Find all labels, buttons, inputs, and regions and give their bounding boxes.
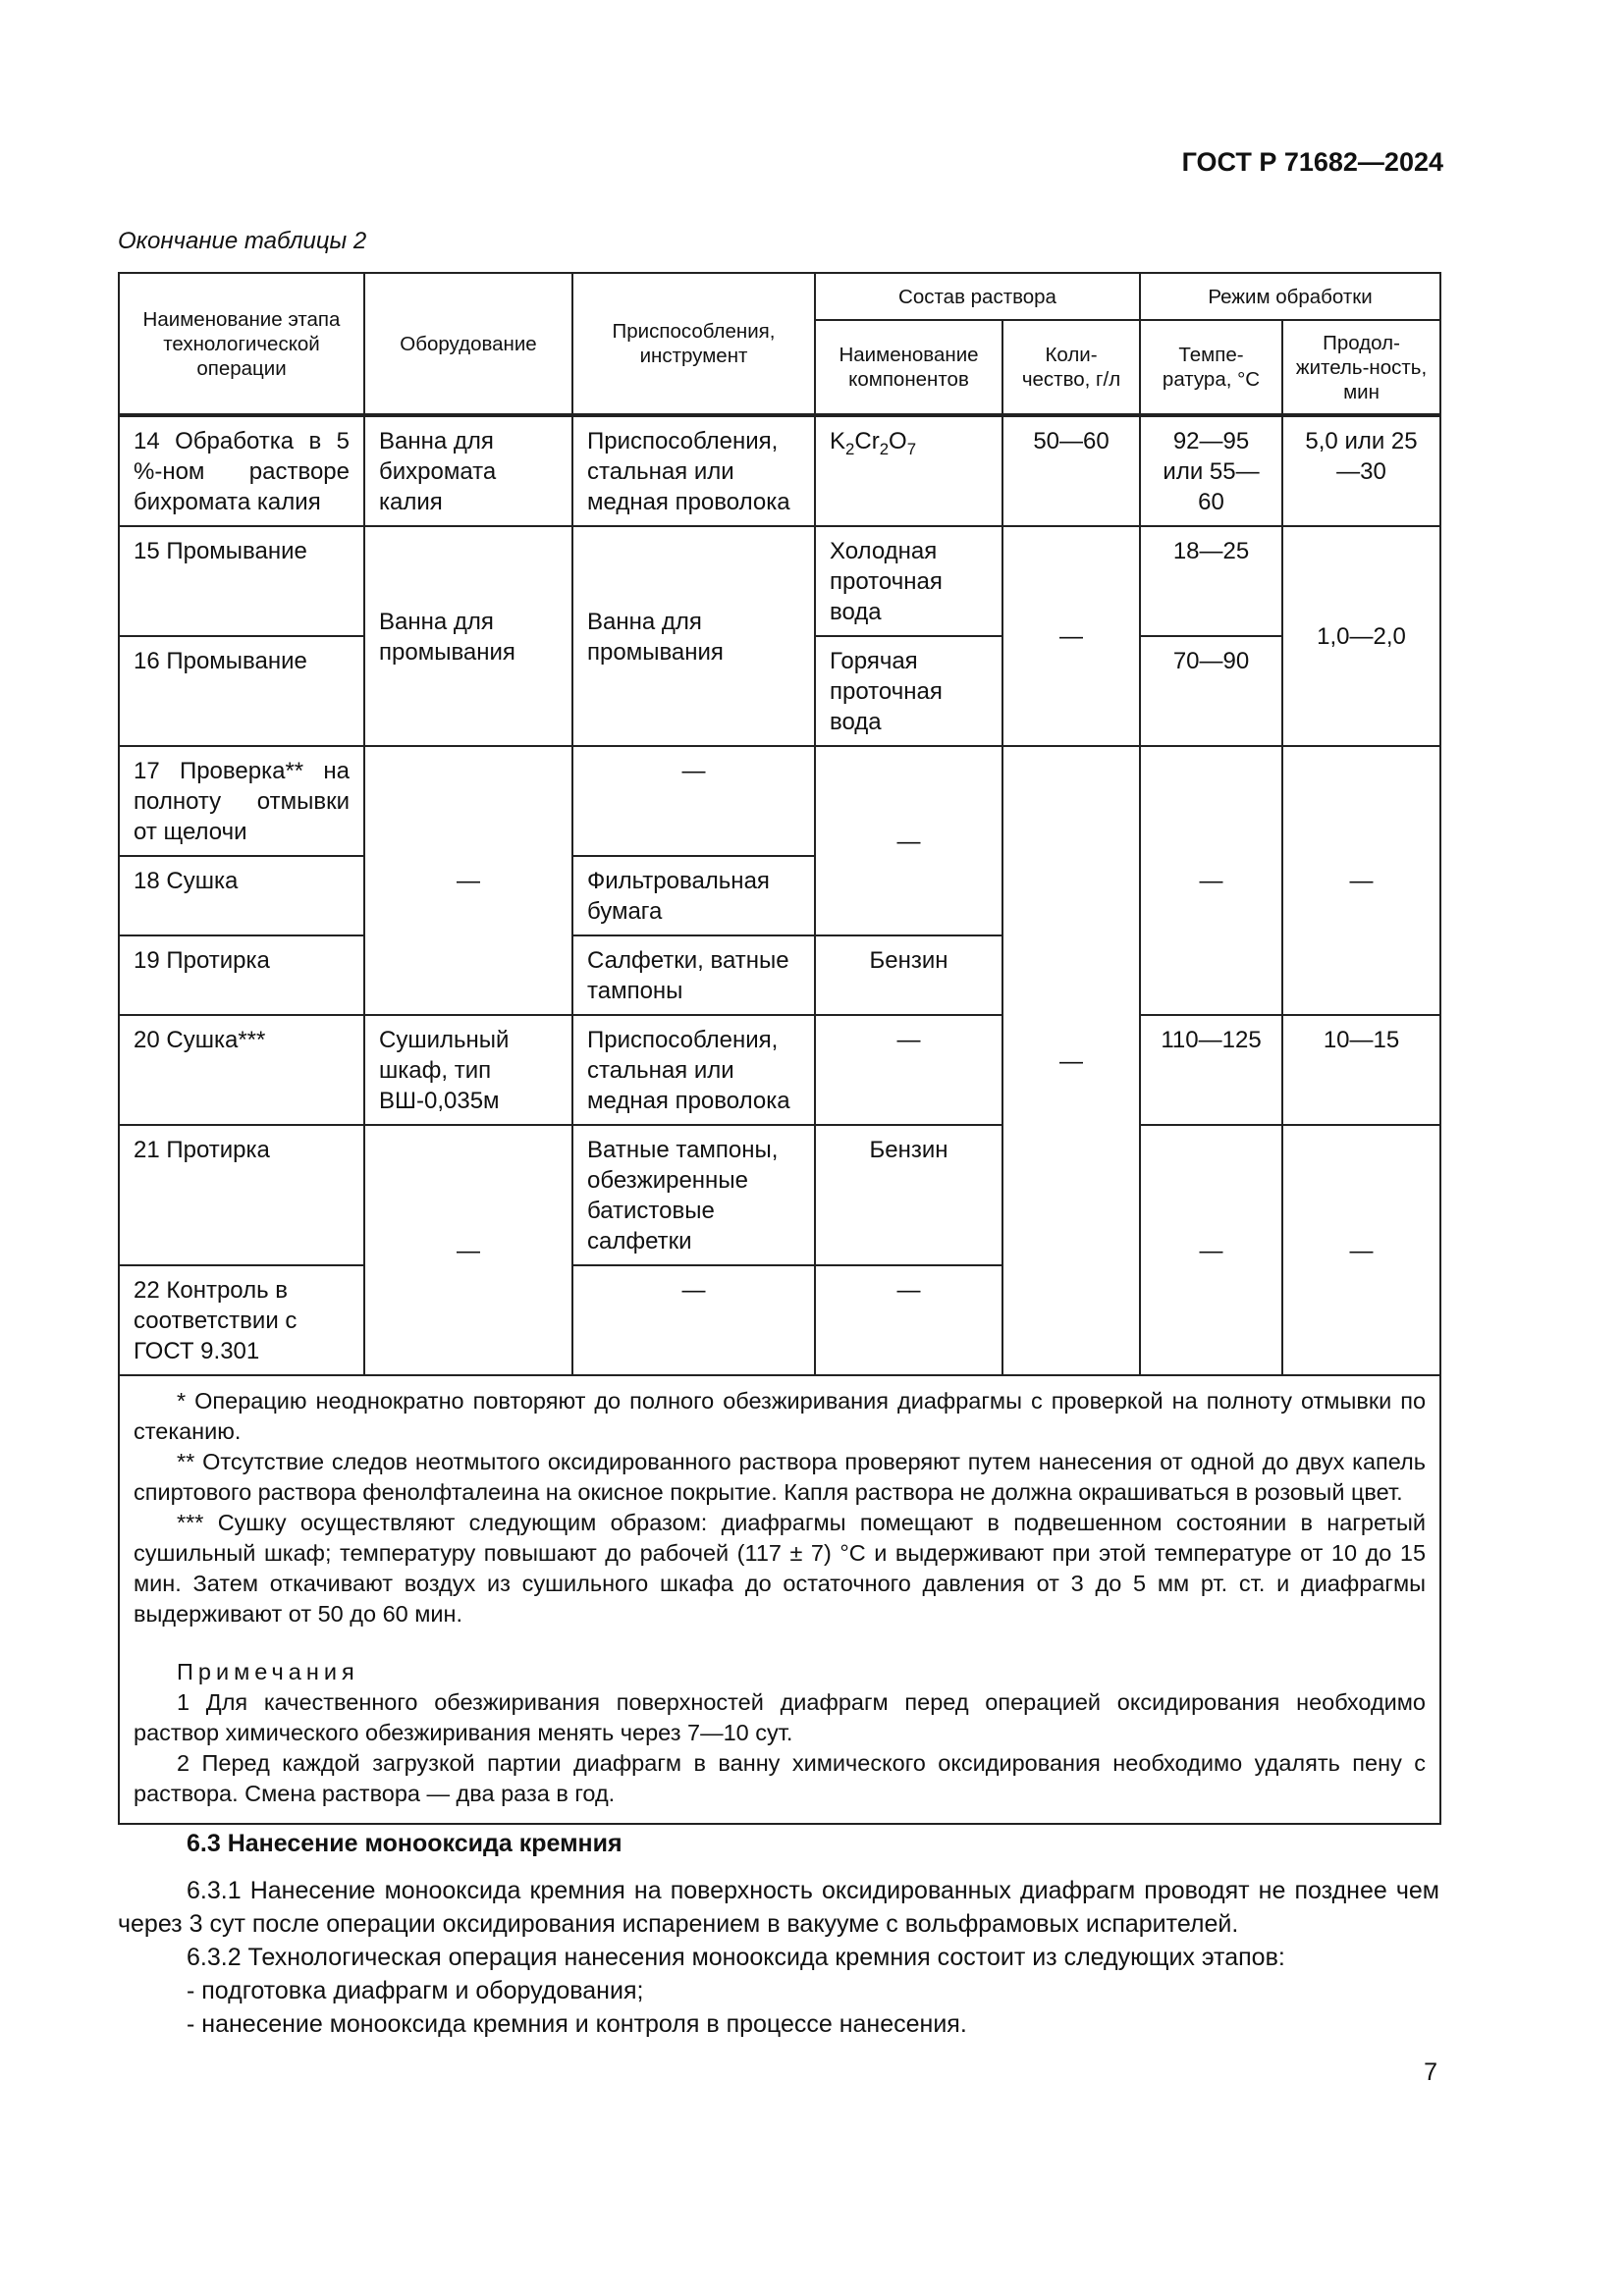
note-2: 2 Перед каждой загрузкой партии диафрагм в ванну химического оксидирования необходимо удалять пену с раствора. Смена раствора — два раза в год. <box>134 1750 1427 1806</box>
cell-component: — <box>815 1265 1002 1375</box>
cell-tools: Фильтровальная бумага <box>572 856 815 935</box>
cell-stage: 22 Контроль в соответствии с ГОСТ 9.301 <box>119 1265 364 1375</box>
table-row <box>119 526 1440 636</box>
cell-component-formula <box>815 415 1002 526</box>
section-body <box>118 1874 1439 2041</box>
cell-tools: Салфетки, ватные тампоны <box>572 935 815 1015</box>
cell-stage: 20 Сушка*** <box>119 1015 364 1125</box>
section-title: 6.3 Нанесение монооксида кремния <box>187 1830 623 1857</box>
cell-tools: Приспособления, стальная или медная проволока <box>572 1015 815 1125</box>
cell-component: — <box>815 1015 1002 1125</box>
cell-stage: 14 Обработка в 5 %-ном растворе бихромата калия <box>119 415 364 526</box>
cell-temperature: — <box>1140 746 1282 1015</box>
document-number: ГОСТ Р 71682—2024 <box>1181 147 1443 177</box>
footnote-3: *** Сушку осуществляют следующим образом: диафрагмы помещают в подвешенном состоянии в нагретый сушильный шкаф; температуру повышают до рабочей (117 ± 7) °С и выдерживают при этой температуре от 10 до 15 мин. Затем откачивают воздух из сушильного шкафа до остаточного давления от 3 до 5 мм рт. ст. и диафрагмы выдерживают от 50 до 60 мин. <box>134 1510 1427 1627</box>
cell-equipment: Сушильный шкаф, тип ВШ-0,035м <box>364 1015 572 1125</box>
cell-duration: 1,0—2,0 <box>1282 526 1440 746</box>
list-item: - нанесение монооксида кремния и контроля в процессе нанесения. <box>187 2010 967 2038</box>
process-table <box>118 272 1441 1825</box>
table-continuation-caption: Окончание таблицы 2 <box>118 228 367 254</box>
table-row <box>119 415 1440 526</box>
header-solution-group: Состав раствора <box>815 273 1140 320</box>
header-mode-group: Режим обработки <box>1140 273 1440 320</box>
header-stage: Наименование этапа технологической операции <box>119 273 364 415</box>
cell-tools: — <box>572 1265 815 1375</box>
cell-tools: Ватные тампоны, обезжиренные батистовые салфетки <box>572 1125 815 1265</box>
table-row <box>119 1375 1440 1824</box>
table-notes <box>119 1375 1440 1824</box>
cell-equipment: — <box>364 1125 572 1375</box>
table-row <box>119 1015 1440 1125</box>
header-tools: Приспособления, инструмент <box>572 273 815 415</box>
header-equipment: Оборудование <box>364 273 572 415</box>
paragraph-6-3-1: 6.3.1 Нанесение монооксида кремния на поверхность оксидированных диафрагм проводят не позднее чем через 3 сут после операции оксидирования испарением в вакууме с вольфрамовых испарителей. <box>118 1877 1439 1938</box>
note-1: 1 Для качественного обезжиривания поверхностей диафрагм перед операцией оксидирования необходимо раствор химического обезжиривания менять через 7—10 сут. <box>134 1689 1427 1745</box>
list-item: - подготовка диафрагм и оборудования; <box>187 1977 644 2004</box>
footnote-1: * Операцию неоднократно повторяют до полного обезжиривания диафрагмы с проверкой на полноту отмывки по стеканию. <box>134 1388 1427 1444</box>
cell-quantity: 50—60 <box>1002 415 1140 526</box>
cell-component: Бензин <box>815 1125 1002 1265</box>
cell-stage: 21 Протирка <box>119 1125 364 1265</box>
cell-equipment: — <box>364 746 572 1015</box>
cell-duration: — <box>1282 1125 1440 1375</box>
header-quantity: Коли-чество, г/л <box>1002 320 1140 415</box>
cell-component: Бензин <box>815 935 1002 1015</box>
footnote-2: ** Отсутствие следов неотмытого оксидированного раствора проверяют путем нанесения от одной до двух капель спиртового раствора фенолфталеина на окисное покрытие. Капля раствора не должна окрашиваться в розовый цвет. <box>134 1449 1427 1505</box>
cell-quantity: — <box>1002 526 1140 746</box>
cell-stage: 15 Промывание <box>119 526 364 636</box>
cell-component: — <box>815 746 1002 935</box>
cell-temperature: 92—95 или 55—60 <box>1140 415 1282 526</box>
table-row <box>119 1125 1440 1265</box>
formula-o-sub: 7 <box>906 440 917 458</box>
cell-component: Холодная проточная вода <box>815 526 1002 636</box>
notes-title: Примечания <box>177 1659 359 1684</box>
cell-quantity: — <box>1002 746 1140 1375</box>
cell-temperature: 70—90 <box>1140 636 1282 746</box>
cell-tools: Ванна для промывания <box>572 526 815 746</box>
formula-o: O <box>889 428 907 454</box>
cell-stage: 19 Протирка <box>119 935 364 1015</box>
cell-equipment: Ванна для промывания <box>364 526 572 746</box>
cell-temperature: 18—25 <box>1140 526 1282 636</box>
cell-duration: — <box>1282 746 1440 1015</box>
paragraph-6-3-2: 6.3.2 Технологическая операция нанесения монооксида кремния состоит из следующих этапов: <box>187 1944 1285 1971</box>
cell-equipment: Ванна для бихромата калия <box>364 415 572 526</box>
formula-cr: Cr <box>854 428 880 454</box>
cell-stage: 17 Проверка** на полноту отмывки от щелочи <box>119 746 364 856</box>
formula-cr-sub: 2 <box>879 440 890 458</box>
formula-k: K <box>830 428 846 454</box>
formula-k-sub: 2 <box>845 440 855 458</box>
cell-duration: 5,0 или 25—30 <box>1282 415 1440 526</box>
table-row <box>119 746 1440 856</box>
header-components: Наименование компонентов <box>815 320 1002 415</box>
cell-tools: — <box>572 746 815 856</box>
cell-temperature: 110—125 <box>1140 1015 1282 1125</box>
cell-temperature: — <box>1140 1125 1282 1375</box>
header-duration: Продол-житель-ность, мин <box>1282 320 1440 415</box>
cell-tools: Приспособления, стальная или медная проволока <box>572 415 815 526</box>
header-temperature: Темпе-ратура, °С <box>1140 320 1282 415</box>
cell-stage: 16 Промывание <box>119 636 364 746</box>
page-number: 7 <box>1424 2058 1437 2086</box>
cell-component: Горячая проточная вода <box>815 636 1002 746</box>
cell-duration: 10—15 <box>1282 1015 1440 1125</box>
cell-stage: 18 Сушка <box>119 856 364 935</box>
